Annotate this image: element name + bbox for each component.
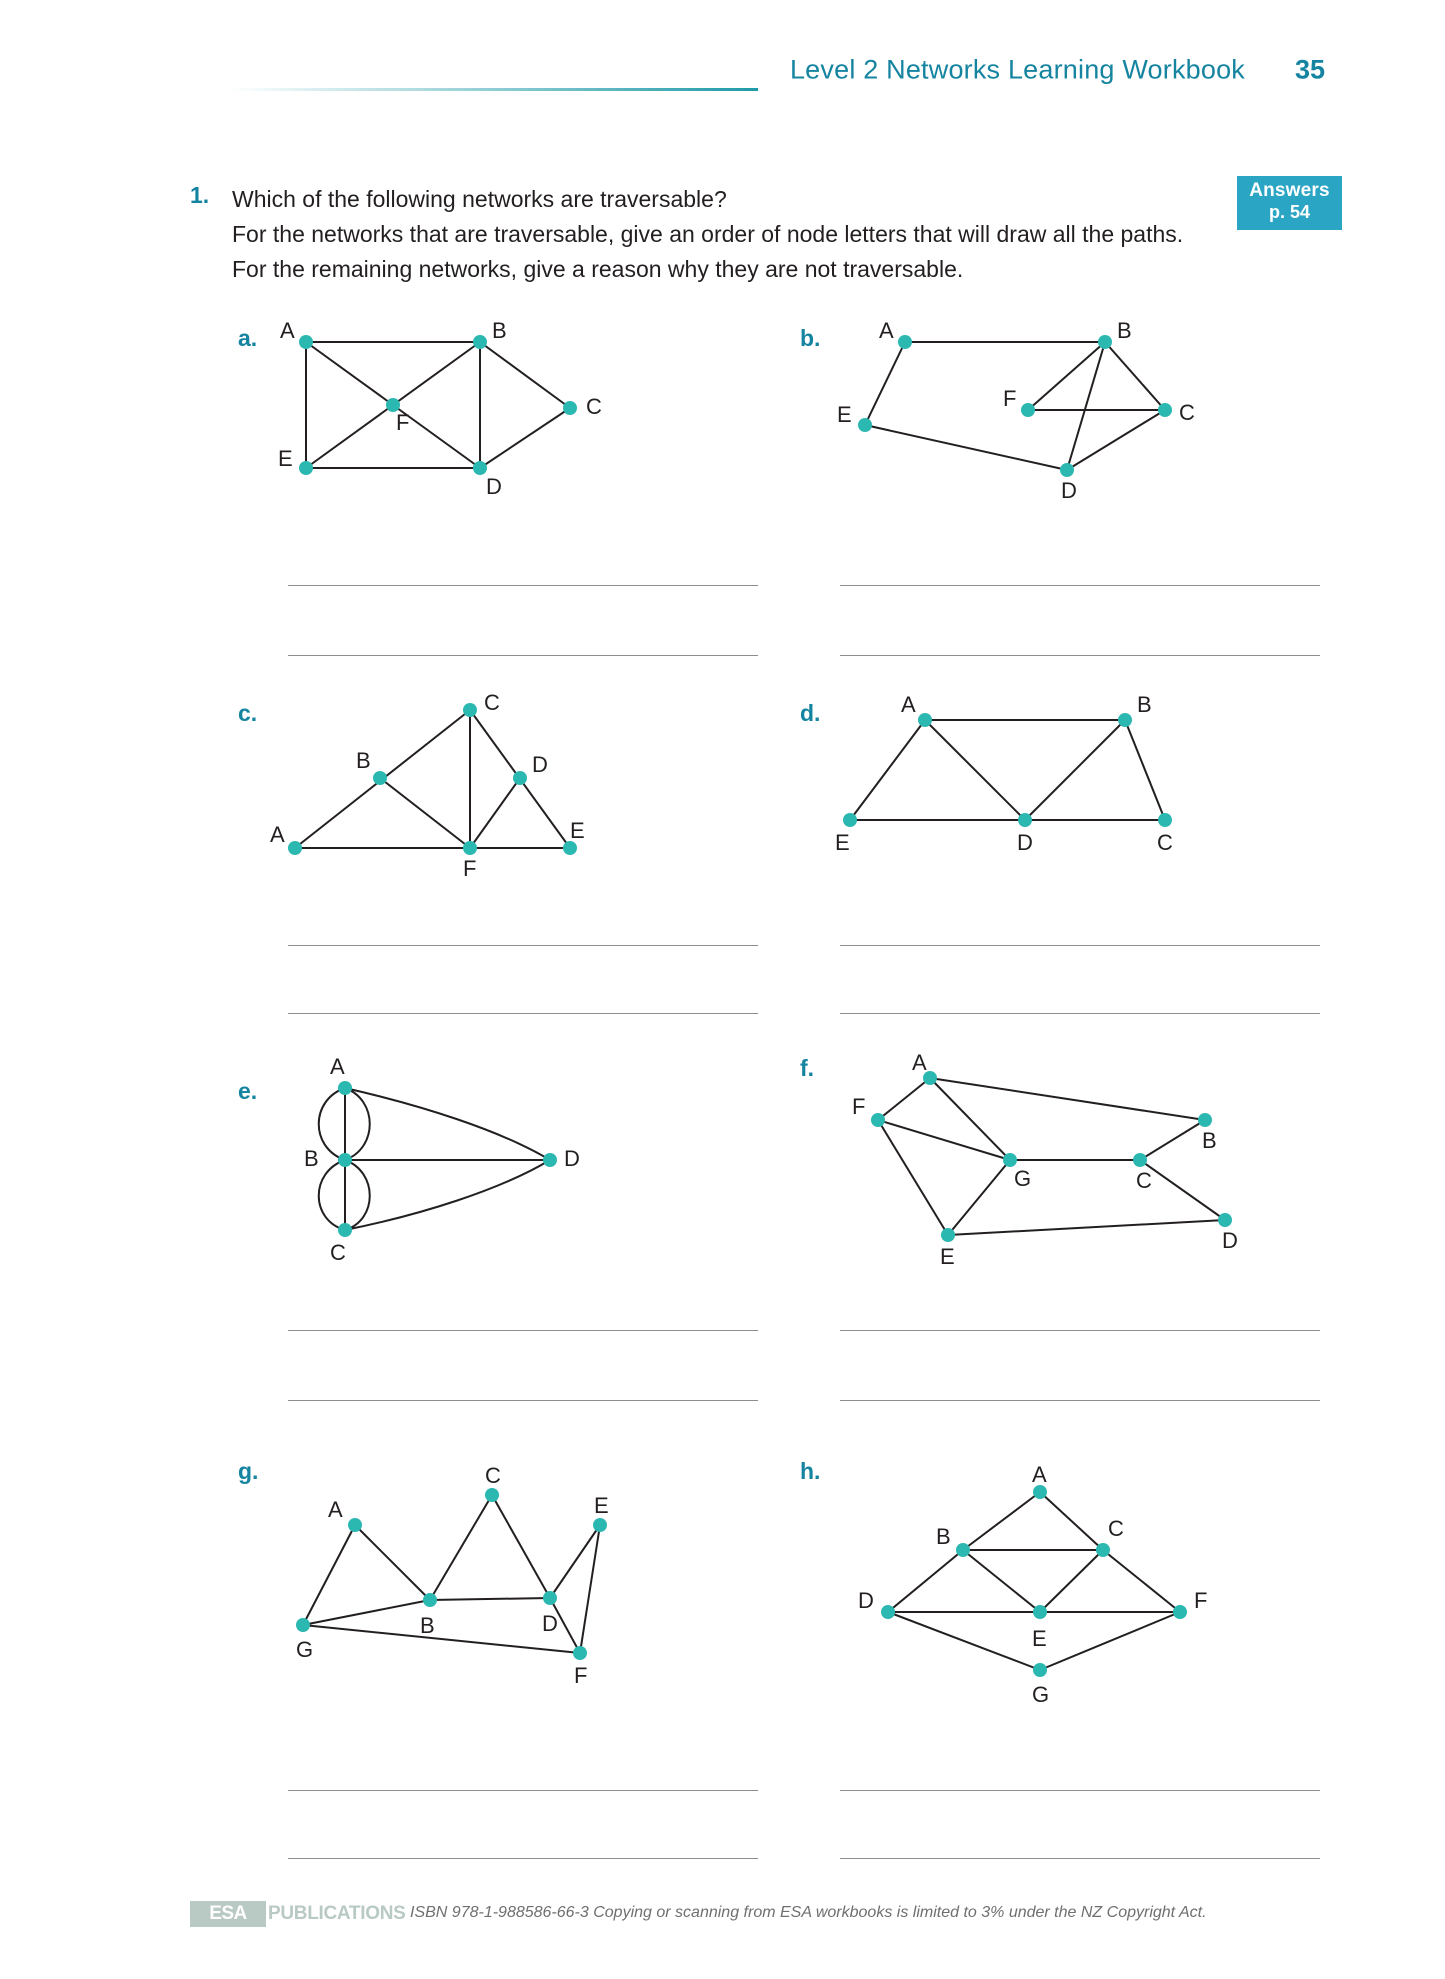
node-label-g-A: A <box>328 1497 343 1522</box>
node-label-e-D: D <box>564 1146 580 1171</box>
node-label-f-B: B <box>1202 1128 1217 1153</box>
node-label-f-A: A <box>912 1050 927 1075</box>
node-label-g-B: B <box>420 1613 435 1638</box>
header-rule <box>228 88 758 91</box>
item-label-e: e. <box>238 1078 258 1104</box>
node-label-g-E: E <box>594 1493 609 1518</box>
node-label-a-F: F <box>396 410 410 435</box>
header-title: Level 2 Networks Learning Workbook <box>789 54 1245 85</box>
node-label-g-D: D <box>542 1611 558 1636</box>
node-label-b-D: D <box>1061 478 1077 503</box>
question-line-3: For the remaining networks, give a reason why they are not traversable. <box>232 255 964 282</box>
node-label-e-A: A <box>330 1054 345 1079</box>
answer-line-c-2[interactable] <box>288 1013 758 1014</box>
answer-line-d-1[interactable] <box>840 945 1320 946</box>
node-label-c-B: B <box>356 748 371 773</box>
node-label-b-A: A <box>879 318 894 343</box>
node-label-c-E: E <box>570 818 585 843</box>
node-label-g-C: C <box>485 1463 501 1488</box>
node-label-f-D: D <box>1222 1228 1238 1253</box>
item-label-a: a. <box>238 325 258 351</box>
node-label-e-B: B <box>304 1146 319 1171</box>
answer-line-h-1[interactable] <box>840 1790 1320 1791</box>
node-label-h-C: C <box>1108 1516 1124 1541</box>
answer-line-c-1[interactable] <box>288 945 758 946</box>
node-label-h-D: D <box>858 1588 874 1613</box>
answer-line-a-2[interactable] <box>288 655 758 656</box>
node-label-c-A: A <box>270 822 285 847</box>
answer-line-b-1[interactable] <box>840 585 1320 586</box>
answer-line-f-2[interactable] <box>840 1400 1320 1401</box>
answers-badge-line1: Answers <box>1249 180 1330 201</box>
node-label-h-A: A <box>1032 1462 1047 1487</box>
network-figure-c <box>270 690 650 881</box>
node-label-a-E: E <box>278 446 293 471</box>
node-label-g-G: G <box>296 1637 314 1662</box>
node-label-h-E: E <box>1032 1626 1047 1651</box>
node-label-a-A: A <box>280 318 295 343</box>
node-label-c-F: F <box>463 856 477 881</box>
answer-line-g-1[interactable] <box>288 1790 758 1791</box>
node-label-a-D: D <box>486 474 502 499</box>
question-number: 1. <box>190 182 210 208</box>
page-number: 35 <box>1294 54 1325 85</box>
node-label-a-C: C <box>586 394 602 419</box>
esa-logo <box>190 1901 406 1927</box>
answers-badge-line2: p. 54 <box>1268 201 1311 222</box>
node-label-g-F: F <box>574 1663 588 1688</box>
item-label-b: b. <box>800 325 821 351</box>
item-label-h: h. <box>800 1458 821 1484</box>
node-label-d-D: D <box>1017 830 1033 855</box>
node-label-b-C: C <box>1179 400 1195 425</box>
node-label-h-B: B <box>936 1524 951 1549</box>
item-label-c: c. <box>238 700 258 726</box>
footer-copyright-text: ISBN 978-1-988586-66-3 Copying or scanning from ESA workbooks is limited to 3% under the NZ Copyright Act. <box>410 1904 1207 1921</box>
esa-logo-word: PUBLICATIONS <box>268 1903 406 1924</box>
node-label-f-G: G <box>1014 1166 1032 1191</box>
question-line-2: For the networks that are traversable, give an order of node letters that will draw all the paths. <box>232 220 1184 247</box>
node-label-a-B: B <box>492 318 507 343</box>
network-figure-e <box>290 1054 630 1265</box>
answer-line-h-2[interactable] <box>840 1858 1320 1859</box>
item-label-d: d. <box>800 700 821 726</box>
node-label-b-B: B <box>1117 318 1132 343</box>
node-label-b-E: E <box>837 402 852 427</box>
answer-line-b-2[interactable] <box>840 655 1320 656</box>
network-figure-a <box>270 320 640 500</box>
answer-line-e-1[interactable] <box>288 1330 758 1331</box>
item-label-g: g. <box>238 1458 259 1484</box>
node-label-f-F: F <box>852 1094 866 1119</box>
question-text <box>232 182 1232 287</box>
answer-line-d-2[interactable] <box>840 1013 1320 1014</box>
node-label-c-C: C <box>484 690 500 715</box>
answer-line-a-1[interactable] <box>288 585 758 586</box>
answer-line-g-2[interactable] <box>288 1858 758 1859</box>
item-label-f: f. <box>800 1055 815 1081</box>
node-label-h-F: F <box>1194 1588 1208 1613</box>
node-label-d-A: A <box>901 692 916 717</box>
network-figure-g <box>280 1455 680 1688</box>
node-label-c-D: D <box>532 752 548 777</box>
network-figure-b <box>835 318 1225 503</box>
node-label-d-E: E <box>835 830 850 855</box>
node-label-h-G: G <box>1032 1682 1050 1707</box>
page-header <box>0 0 1445 110</box>
network-figure-f <box>850 1050 1250 1280</box>
node-label-f-E: E <box>940 1244 955 1269</box>
answers-badge[interactable] <box>1237 176 1342 230</box>
network-figure-d <box>835 692 1235 860</box>
node-label-e-C: C <box>330 1240 346 1265</box>
node-label-d-B: B <box>1137 692 1152 717</box>
answer-line-e-2[interactable] <box>288 1400 758 1401</box>
esa-logo-mark: ESA <box>190 1901 266 1927</box>
page-footer <box>0 1901 1445 1941</box>
answer-line-f-1[interactable] <box>840 1330 1320 1331</box>
node-label-b-F: F <box>1003 386 1017 411</box>
node-label-d-C: C <box>1157 830 1173 855</box>
node-label-f-C: C <box>1136 1168 1152 1193</box>
question-line-1: Which of the following networks are traversable? <box>232 186 727 212</box>
network-figure-h <box>850 1462 1250 1707</box>
